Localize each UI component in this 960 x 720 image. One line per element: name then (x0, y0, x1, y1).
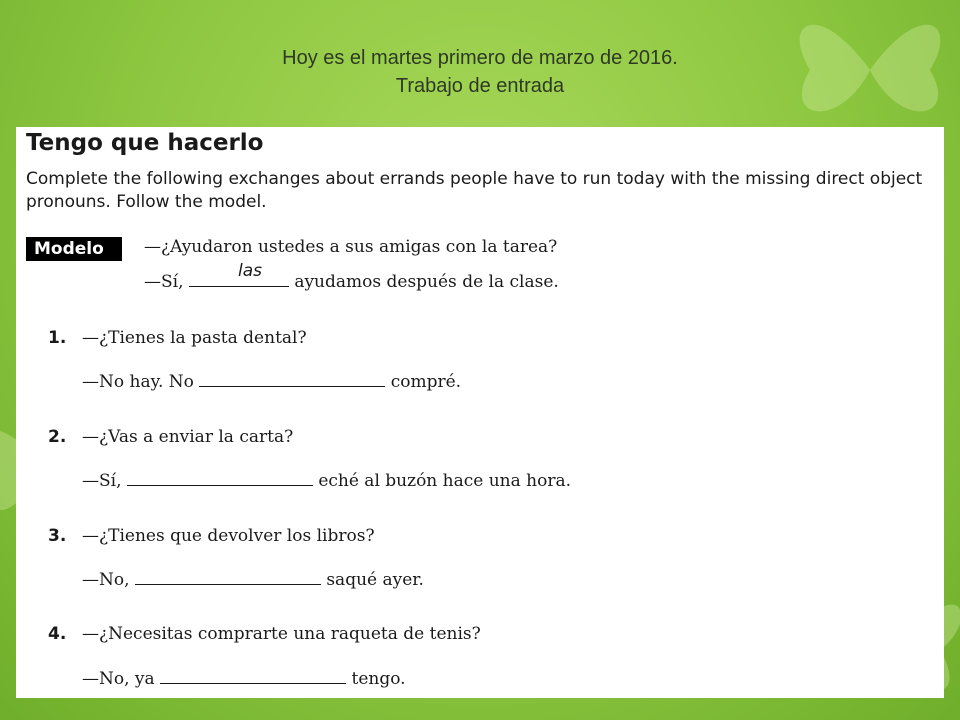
item-4-number: 4. (48, 624, 67, 644)
item-1-answer-start: —No hay. No (82, 372, 194, 392)
item-4-answer (82, 669, 406, 689)
item-2-question: —¿Vas a enviar la carta? (82, 427, 294, 447)
item-1-question: —¿Tienes la pasta dental? (82, 328, 307, 348)
item-3-answer-start: —No, (82, 570, 130, 590)
item-3-answer (82, 570, 424, 590)
item-2-answer-start: —Sí, (82, 471, 122, 491)
slide-header (0, 44, 960, 100)
worksheet-image (16, 127, 944, 698)
modelo-answer-end: ayudamos después de la clase. (294, 272, 559, 292)
modelo-filled-answer: las (238, 261, 262, 281)
item-3-number: 3. (48, 526, 67, 546)
item-2-answer-end: eché al buzón hace una hora. (318, 471, 572, 491)
item-1-answer-end: compré. (390, 372, 462, 392)
item-2-number: 2. (48, 427, 67, 447)
item-4-question: —¿Necesitas comprarte una raqueta de tenis? (82, 624, 481, 644)
item-3-blank (135, 570, 321, 585)
modelo-answer (144, 272, 559, 292)
activity-title: Trabajo de entrada (395, 75, 565, 97)
item-3-answer-end: saqué ayer. (326, 570, 424, 590)
worksheet-title: Tengo que hacerlo (26, 130, 264, 156)
date-line: Hoy es el martes primero de marzo de 2016. (282, 47, 678, 69)
item-2-answer (82, 471, 571, 491)
modelo-badge: Modelo (26, 237, 122, 261)
item-1-blank (199, 372, 385, 387)
item-4-blank (160, 669, 346, 684)
modelo-answer-start: —Sí, (144, 272, 184, 292)
item-4-answer-start: —No, ya (82, 669, 155, 689)
item-4-answer-end: tengo. (351, 669, 406, 689)
item-1-answer (82, 372, 461, 392)
item-3-question: —¿Tienes que devolver los libros? (82, 526, 375, 546)
item-2-blank (127, 471, 313, 486)
worksheet-instructions: Complete the following exchanges about errands people have to run today with the missing direct object pronouns. Follow the model. (26, 169, 923, 212)
modelo-question: —¿Ayudaron ustedes a sus amigas con la tarea? (144, 237, 558, 257)
item-1-number: 1. (48, 328, 67, 348)
